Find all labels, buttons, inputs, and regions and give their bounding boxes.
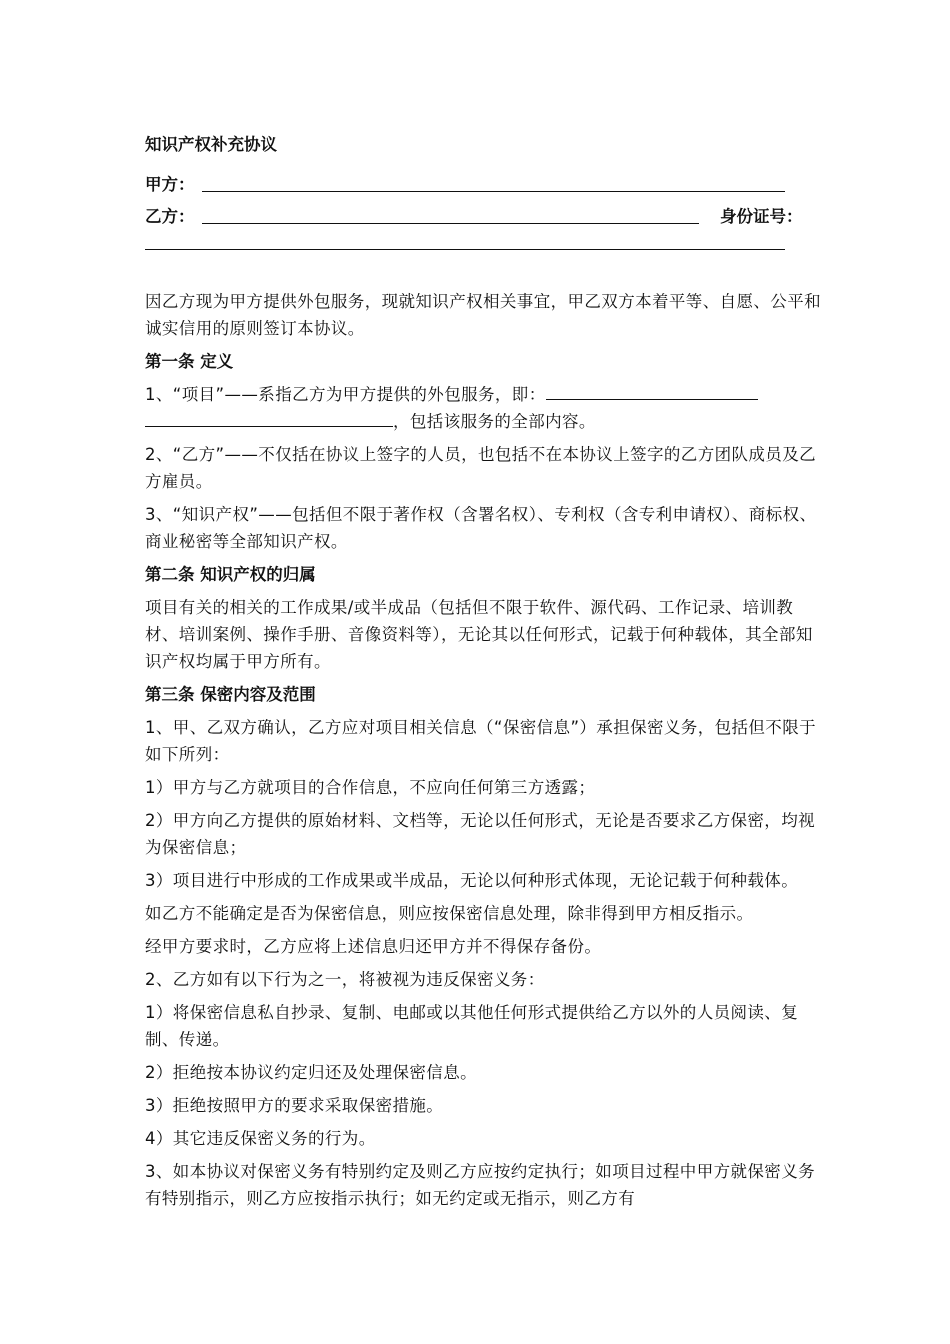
article-3-item-2-sub-2: 2）拒绝按本协议约定归还及处理保密信息。 xyxy=(145,1063,477,1082)
article-3-item-2-sub-4: 4）其它违反保密义务的行为。 xyxy=(145,1129,376,1148)
agreement-body xyxy=(145,288,825,1218)
party-b-label: 乙方： xyxy=(145,207,195,226)
party-a-blank xyxy=(202,191,785,192)
id-number-row xyxy=(145,229,805,261)
id-number-label: 身份证号： xyxy=(720,207,803,226)
article-1-item-1 xyxy=(145,381,825,435)
article-3-item-1: 1、甲、乙双方确认，乙方应对项目相关信息（“保密信息”）承担保密义务，包括但不限于如下所列： xyxy=(145,718,816,764)
article-3-item-3: 3、如本协议对保密义务有特别约定及则乙方应按约定执行；如项目过程中甲方就保密义务有特别指示，则乙方应按指示执行；如无约定或无指示，则乙方有 xyxy=(145,1162,815,1208)
article-2-paragraph: 项目有关的相关的工作成果/或半成品（包括但不限于软件、源代码、工作记录、培训教材、培训案例、操作手册、音像资料等），无论其以任何形式，记载于何种载体，其全部知识产权均属于甲方所有。 xyxy=(145,598,813,671)
party-a-row xyxy=(145,165,805,197)
article-3-item-1-sub-2: 2）甲方向乙方提供的原始材料、文档等，无论以任何形式，无论是否要求乙方保密，均视为保密信息； xyxy=(145,811,815,857)
document-title: 知识产权补充协议 xyxy=(145,135,277,154)
article-3-item-2-sub-1: 1）将保密信息私自抄录、复制、电邮或以其他任何形式提供给乙方以外的人员阅读、复制、传递。 xyxy=(145,1003,799,1049)
party-b-row xyxy=(145,197,805,229)
article-1-item-2: 2、“乙方”——不仅括在协议上签字的人员，也包括不在本协议上签字的乙方团队成员及乙方雇员。 xyxy=(145,445,816,491)
article-1-item-3: 3、“知识产权”——包括但不限于著作权（含署名权）、专利权（含专利申请权）、商标权、商业秘密等全部知识产权。 xyxy=(145,505,817,551)
article-3-item-1-sub-1: 1）甲方与乙方就项目的合作信息，不应向任何第三方透露； xyxy=(145,778,596,797)
id-number-blank xyxy=(145,249,785,250)
article-3-item-1-note-1: 如乙方不能确定是否为保密信息，则应按保密信息处理，除非得到甲方相反指示。 xyxy=(145,904,754,923)
party-a-label: 甲方： xyxy=(145,175,195,194)
project-blank-1 xyxy=(546,383,758,400)
article-3-item-2: 2、乙方如有以下行为之一，将被视为违反保密义务： xyxy=(145,970,545,989)
header-block xyxy=(145,133,805,261)
project-blank-2 xyxy=(145,410,393,427)
article-1-title: 第一条 定义 xyxy=(145,352,234,371)
article-1-item-1-tail: ，包括该服务的全部内容。 xyxy=(393,412,596,431)
article-2-title: 第二条 知识产权的归属 xyxy=(145,565,316,584)
article-3-title: 第三条 保密内容及范围 xyxy=(145,685,316,704)
article-3-item-1-sub-3: 3）项目进行中形成的工作成果或半成品，无论以何种形式体现，无论记载于何种载体。 xyxy=(145,871,799,890)
article-3-item-1-note-2: 经甲方要求时，乙方应将上述信息归还甲方并不得保存备份。 xyxy=(145,937,602,956)
article-1-item-1-text: 1、“项目”——系指乙方为甲方提供的外包服务，即： xyxy=(145,385,546,404)
intro-paragraph: 因乙方现为甲方提供外包服务，现就知识产权相关事宜，甲乙双方本着平等、自愿、公平和诚实信用的原则签订本协议。 xyxy=(145,292,821,338)
article-3-item-2-sub-3: 3）拒绝按照甲方的要求采取保密措施。 xyxy=(145,1096,444,1115)
party-b-blank xyxy=(202,223,699,224)
